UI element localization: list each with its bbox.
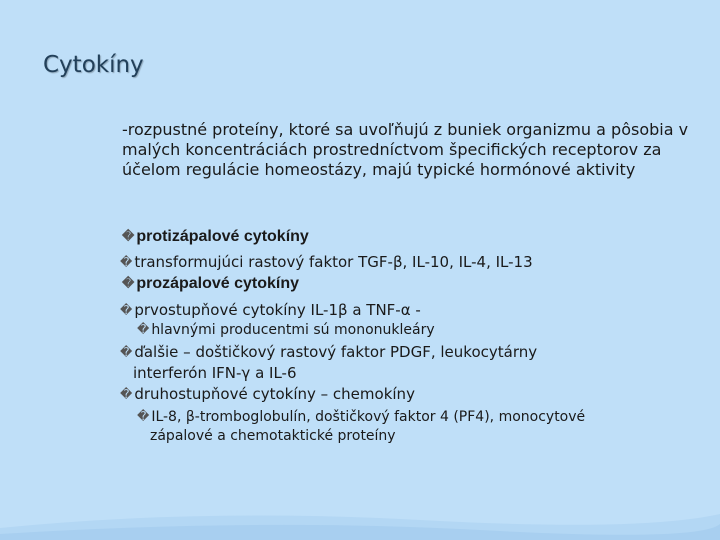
- bottom-decoration: [0, 500, 720, 540]
- list-item-secondary-sub: [137, 409, 585, 425]
- pro-heading-text: protizápalové cytokíny: [136, 228, 309, 245]
- secondary-sub-text-line2: zápalové a chemotaktické proteíny: [150, 428, 396, 444]
- primary-sub-text: hlavnými producentmi sú mononukleáry: [151, 322, 435, 338]
- pro-sub-text: transformujúci rastový faktor TGF-β, IL-10, IL-4, IL-13: [134, 253, 533, 271]
- secondary-sub-text-line1: IL-8, β-tromboglobulín, doštičkový faktor 4 (PF4), monocytové: [151, 409, 586, 425]
- list-item-primary-sub: [137, 322, 435, 338]
- bullet-icon: �: [137, 409, 150, 423]
- slide-title: Cytokíny: [43, 52, 144, 78]
- bullet-icon: �: [122, 276, 135, 290]
- bullet-icon: �: [122, 229, 135, 243]
- bullet-icon: �: [137, 322, 150, 336]
- bullet-icon: �: [120, 387, 133, 401]
- list-item-primary: [120, 301, 421, 319]
- primary-text: prvostupňové cytokíny IL-1β a TNF-α -: [134, 301, 421, 319]
- intro-paragraph: -rozpustné proteíny, ktoré sa uvoľňujú z buniek organizmu a pôsobia v malých koncentráciách prostredníctvom špecifických receptorov za účelom regulácie homeostázy, majú typické hormónové aktivity: [122, 120, 689, 179]
- list-item-further: [120, 343, 537, 361]
- secondary-text: druhostupňové cytokíny – chemokíny: [134, 385, 415, 403]
- list-item-pro-heading: [122, 228, 309, 246]
- bullet-icon: �: [120, 255, 133, 269]
- list-item-secondary: [120, 385, 415, 403]
- list-item-anti-heading: [122, 275, 299, 293]
- further-text-line1: ďalšie – doštičkový rastový faktor PDGF, leukocytárny: [134, 343, 538, 361]
- list-item-pro-sub: [120, 253, 533, 271]
- bullet-icon: �: [120, 303, 133, 317]
- further-text-line2: interferón IFN-γ a IL-6: [133, 364, 297, 382]
- anti-heading-text: prozápalové cytokíny: [136, 275, 300, 292]
- bullet-icon: �: [120, 345, 133, 359]
